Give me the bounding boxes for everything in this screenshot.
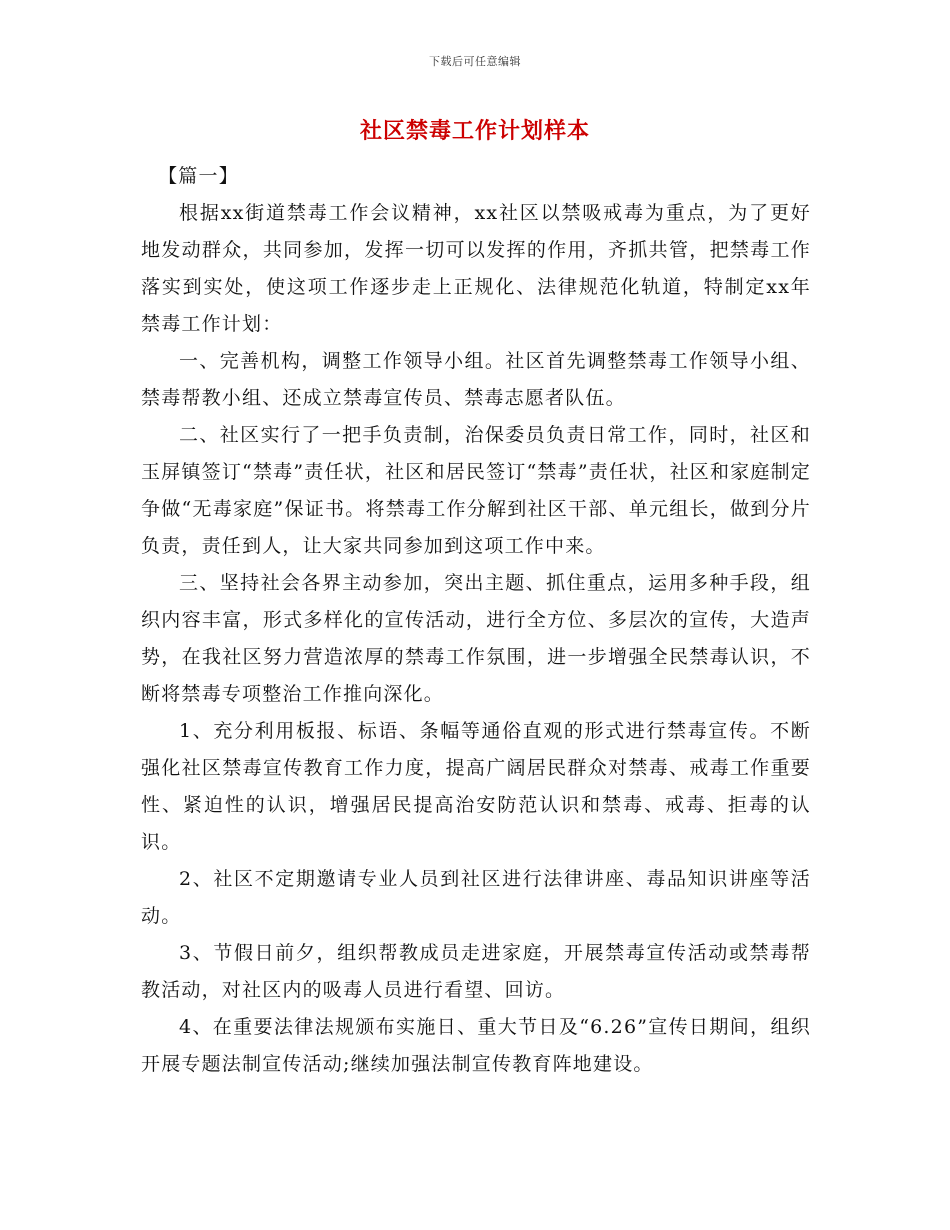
section-label: 【篇一】: [158, 165, 239, 187]
paragraph-point-3: 三、坚持社会各界主动参加，突出主题、抓住重点，运用多种手段，组织内容丰富，形式多样化的宣传活动，进行全方位、多层次的宣传，大造声势，在我社区努力营造浓厚的禁毒工作氛围，进一步增强全民禁毒认识，不断将禁毒专项整治工作推向深化。: [141, 572, 811, 705]
paragraph-item-3: 3、节假日前夕，组织帮教成员走进家庭，开展禁毒宣传活动或禁毒帮教活动，对社区内的吸毒人员进行看望、回访。: [141, 942, 811, 1001]
document-body: [141, 158, 811, 1083]
paragraph-item-2: 2、社区不定期邀请专业人员到社区进行法律讲座、毒品知识讲座等活动。: [141, 868, 811, 927]
paragraph-intro: 根据xx街道禁毒工作会议精神，xx社区以禁吸戒毒为重点，为了更好地发动群众，共同参加，发挥一切可以发挥的作用，齐抓共管，把禁毒工作落实到实处，使这项工作逐步走上正规化、法律规范化轨道，特制定xx年禁毒工作计划：: [141, 202, 811, 335]
header-note: 下载后可任意编辑: [429, 55, 521, 68]
paragraph-point-1: 一、完善机构，调整工作领导小组。社区首先调整禁毒工作领导小组、禁毒帮教小组、还成立禁毒宣传员、禁毒志愿者队伍。: [141, 350, 811, 409]
paragraph-point-2: 二、社区实行了一把手负责制，治保委员负责日常工作，同时，社区和玉屏镇签订“禁毒”责任状，社区和居民签订“禁毒”责任状，社区和家庭制定争做“无毒家庭”保证书。将禁毒工作分解到社区干部、单元组长，做到分片负责，责任到人，让大家共同参加到这项工作中来。: [141, 424, 811, 557]
paragraph-item-1: 1、充分利用板报、标语、条幅等通俗直观的形式进行禁毒宣传。不断强化社区禁毒宣传教育工作力度，提高广阔居民群众对禁毒、戒毒工作重要性、紧迫性的认识，增强居民提高治安防范认识和禁毒、戒毒、拒毒的认识。: [141, 720, 811, 853]
document-title: 社区禁毒工作计划样本: [359, 119, 590, 144]
paragraph-item-4: 4、在重要法律法规颁布实施日、重大节日及“6.26”宣传日期间，组织开展专题法制宣传活动;继续加强法制宣传教育阵地建设。: [141, 1016, 811, 1075]
